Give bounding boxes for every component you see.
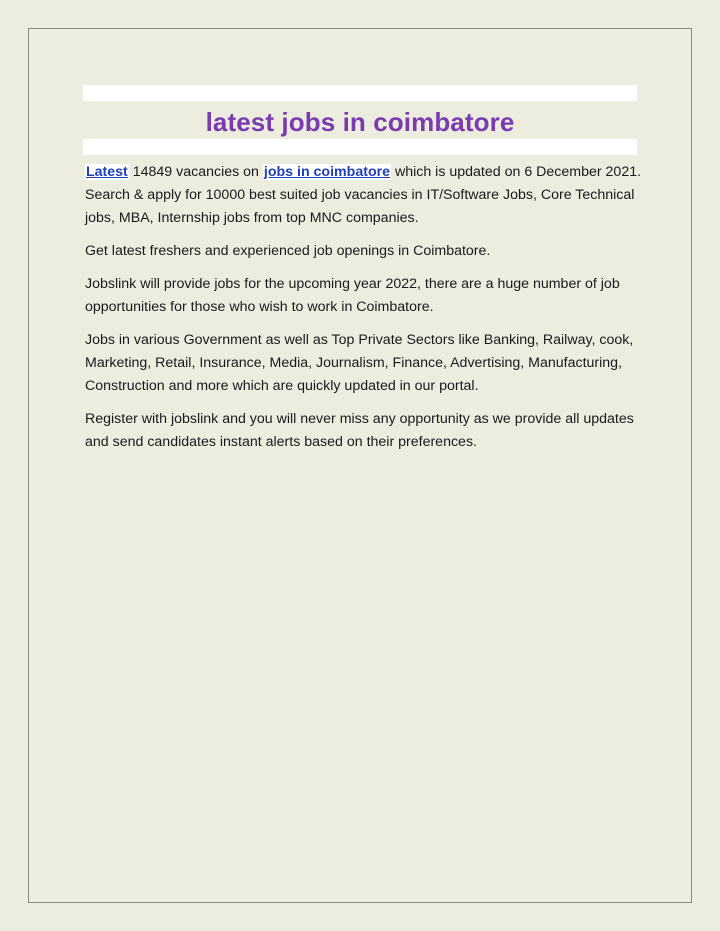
paragraph-intro (85, 161, 645, 230)
title-strip-top (83, 85, 637, 101)
title-band (83, 85, 637, 155)
jobs-in-coimbatore-link[interactable]: jobs in coimbatore (263, 164, 391, 180)
title-strip-bottom (83, 139, 637, 155)
paragraph-register: Register with jobslink and you will never miss any opportunity as we provide all updates and send candidates instant alerts based on their preferences. (85, 411, 634, 450)
paragraph-jobslink-2022: Jobslink will provide jobs for the upcoming year 2022, there are a huge number of job opportunities for those who wish to work in Coimbatore. (85, 276, 620, 315)
document-page (28, 28, 692, 903)
paragraph-sectors: Jobs in various Government as well as Top Private Sectors like Banking, Railway, cook, Marketing, Retail, Insurance, Media, Journalism, Finance, Advertising, Manufacturing, Construction and more which are quickly updated in our portal. (85, 332, 634, 394)
intro-text-2: which is updated on 6 December 2021. Search & apply for 10000 best suited job vacancies in IT/Software Jobs, Core Technical jobs, MBA, Internship jobs from top MNC companies. (85, 164, 642, 226)
paragraph-freshers: Get latest freshers and experienced job openings in Coimbatore. (85, 243, 491, 259)
document-body (85, 161, 645, 464)
page-title: latest jobs in coimbatore (205, 107, 515, 137)
intro-text-1: 14849 vacancies on (128, 164, 263, 180)
latest-link[interactable]: Latest (86, 164, 128, 180)
